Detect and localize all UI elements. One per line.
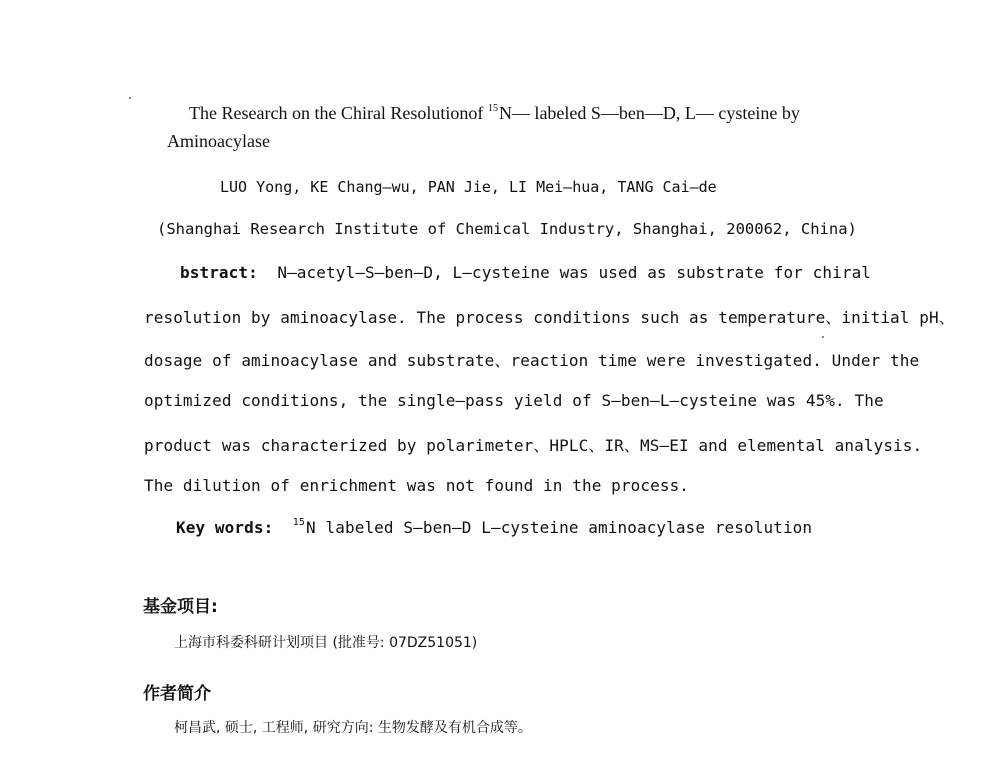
abstract-line-1 bbox=[180, 263, 871, 282]
title-suffix: N— labeled S—ben—D, L— cysteine by bbox=[498, 103, 800, 123]
abstract-text: N—acetyl—S—ben—D, L—cysteine was used as substrate for chiral bbox=[277, 263, 872, 282]
abstract-line-6: The dilution of enrichment was not found in the process. bbox=[144, 476, 690, 495]
abstract-line-5: product was characterized by polarimeter、HPLC、IR、MS—EI and elemental analysis. bbox=[144, 436, 923, 455]
fund-text: 上海市科委科研计划项目 (批准号: 07DZ51051) bbox=[174, 635, 478, 651]
title-isotope-superscript: 15 bbox=[487, 103, 498, 114]
keywords-line bbox=[176, 518, 812, 537]
keywords-label: Key words: bbox=[176, 518, 274, 537]
keywords-isotope-superscript: 15 bbox=[292, 517, 306, 528]
keywords-text: N labeled S—ben—D L—cysteine aminoacylase resolution bbox=[306, 518, 813, 537]
author-info-heading: 作者简介 bbox=[143, 684, 211, 704]
authors-line: LUO Yong, KE Chang—wu, PAN Jie, LI Mei—hua, TANG Cai—de bbox=[220, 178, 717, 196]
affiliation-line: (Shanghai Research Institute of Chemical Industry, Shanghai, 200062, China) bbox=[157, 220, 857, 238]
fund-heading: 基金项目: bbox=[143, 597, 218, 617]
scan-speck bbox=[822, 336, 824, 338]
author-info-text: 柯昌武, 硕士, 工程师, 研究方向: 生物发酵及有机合成等。 bbox=[174, 720, 532, 736]
abstract-line-4: optimized conditions, the single—pass yield of S—ben—L—cysteine was 45%. The bbox=[144, 391, 884, 410]
paper-title-line-2: Aminoacylase bbox=[167, 131, 270, 151]
paper-title-line-1 bbox=[189, 103, 800, 124]
scan-speck bbox=[129, 97, 131, 99]
abstract-line-3: dosage of aminoacylase and substrate、reaction time were investigated. Under the bbox=[144, 351, 920, 370]
abstract-line-2: resolution by aminoacylase. The process conditions such as temperature、initial pH、 bbox=[144, 308, 955, 327]
title-prefix: The Research on the Chiral Resolutionof bbox=[189, 103, 488, 123]
abstract-label: bstract: bbox=[180, 263, 258, 282]
